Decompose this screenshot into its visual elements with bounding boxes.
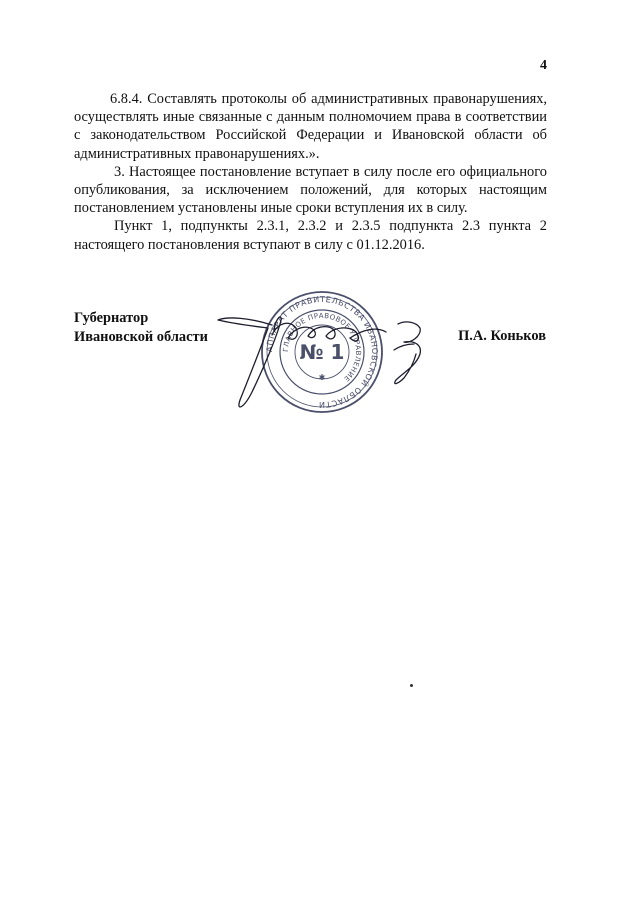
stamp-outer-text: АППАРАТ ПРАВИТЕЛЬСТВА ИВАНОВСКОЙ ОБЛАСТИ [264,294,380,410]
paragraph-3: 3. Настоящее постановление вступает в силу после его официального опубликования, за исключением положений, для которых настоящим постановлением установлены иные сроки вступления их в силу. [74,163,547,217]
official-stamp-and-signature [210,280,450,420]
signatory-region: Ивановской области [74,329,208,345]
signatory-name: П.А. Коньков [458,328,546,344]
svg-text:✱: ✱ [318,373,326,382]
signatory-position [74,309,208,347]
stamp-number: № 1 [299,340,345,364]
stamp-inner-text: ГЛАВНОЕ ПРАВОВОЕ УПРАВЛЕНИЕ [281,311,363,383]
signatory-title: Губернатор [74,310,149,326]
paragraph-effective-dates: Пункт 1, подпункты 2.3.1, 2.3.2 и 2.3.5 подпункта 2.3 пункта 2 настоящего постановления вступают в силу с 01.12.2016. [74,218,547,253]
paragraph-6-8-4: 6.8.4. Составлять протоколы об административных правонарушениях, осуществлять иные связанные с данным полномочием права в соответствии с законодательством Российской Федерации и Ивановской области об административных правонарушениях.». [74,91,547,162]
page-number: 4 [540,58,547,73]
scan-speck [410,684,413,687]
document-body [74,90,547,254]
